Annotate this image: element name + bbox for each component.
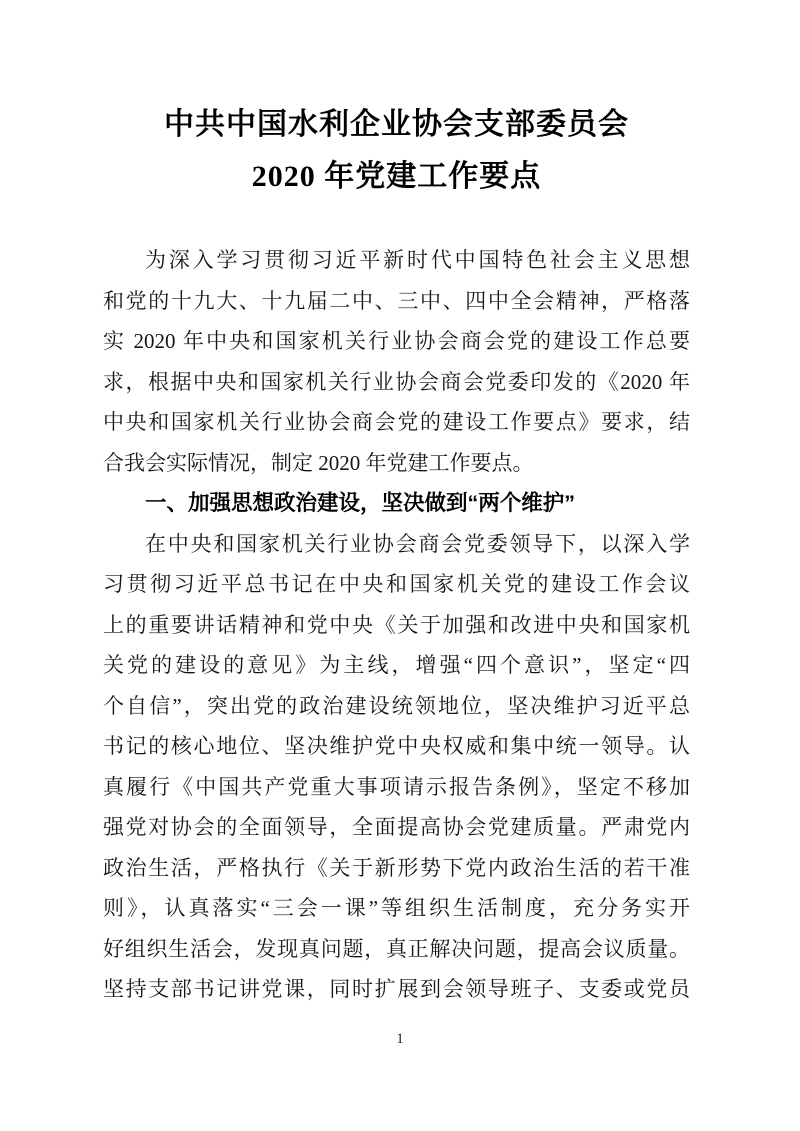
body-line: 则》，认真落实“三会一课”等组织生活制度，充分务实开	[103, 896, 690, 920]
body-line: 合我会实际情况，制定 2020 年党建工作要点。	[103, 450, 534, 475]
body-line: 中央和国家机关行业协会商会党的建设工作要点》要求，结	[103, 410, 690, 434]
body-line: 为深入学习贯彻习近平新时代中国特色社会主义思想	[145, 248, 690, 272]
body-line: 和党的十九大、十九届二中、三中、四中全会精神，严格落	[103, 288, 690, 313]
body-line: 强党对协会的全面领导，全面提高协会党建质量。严肃党内	[103, 815, 690, 839]
document-title	[103, 99, 690, 203]
body-line: 好组织生活会，发现真问题，真正解决问题，提高会议质量。	[103, 936, 690, 961]
body-line: 在中央和国家机关行业协会商会党委领导下，以深入学	[145, 531, 690, 556]
body-line: 求，根据中央和国家机关行业协会商会党委印发的《2020 年	[103, 369, 690, 394]
body-line: 政治生活，严格执行《关于新形势下党内政治生活的若干准	[103, 855, 690, 880]
body-line: 关党的建设的意见》为主线，增强“四个意识”，坚定“四	[103, 653, 690, 677]
body-line: 实 2020 年中央和国家机关行业协会商会党的建设工作总要	[103, 329, 690, 353]
body-line: 书记的核心地位、坚决维护党中央权威和集中统一领导。认	[103, 734, 690, 758]
paragraph-intro	[103, 240, 690, 483]
title-line-2: 2020 年党建工作要点	[251, 160, 542, 193]
document-content	[103, 99, 690, 1010]
document-body	[103, 240, 690, 1010]
title-line-1: 中共中国水利企业协会支部委员会	[164, 108, 629, 141]
body-line: 上的重要讲话精神和党中央《关于加强和改进中央和国家机	[103, 612, 690, 637]
body-line: 坚持支部书记讲党课，同时扩展到会领导班子、支委或党员	[103, 977, 690, 1001]
section-heading-1: 一、加强思想政治建设，坚决做到“两个维护”	[145, 491, 576, 515]
body-line: 真履行《中国共产党重大事项请示报告条例》，坚定不移加	[103, 774, 690, 799]
body-line: 习贯彻习近平总书记在中央和国家机关党的建设工作会议	[103, 572, 690, 596]
page-number: 1	[396, 1031, 404, 1047]
paragraph-section-1	[103, 524, 690, 1010]
body-line: 个自信”，突出党的政治建设统领地位，坚决维护习近平总	[103, 693, 690, 718]
